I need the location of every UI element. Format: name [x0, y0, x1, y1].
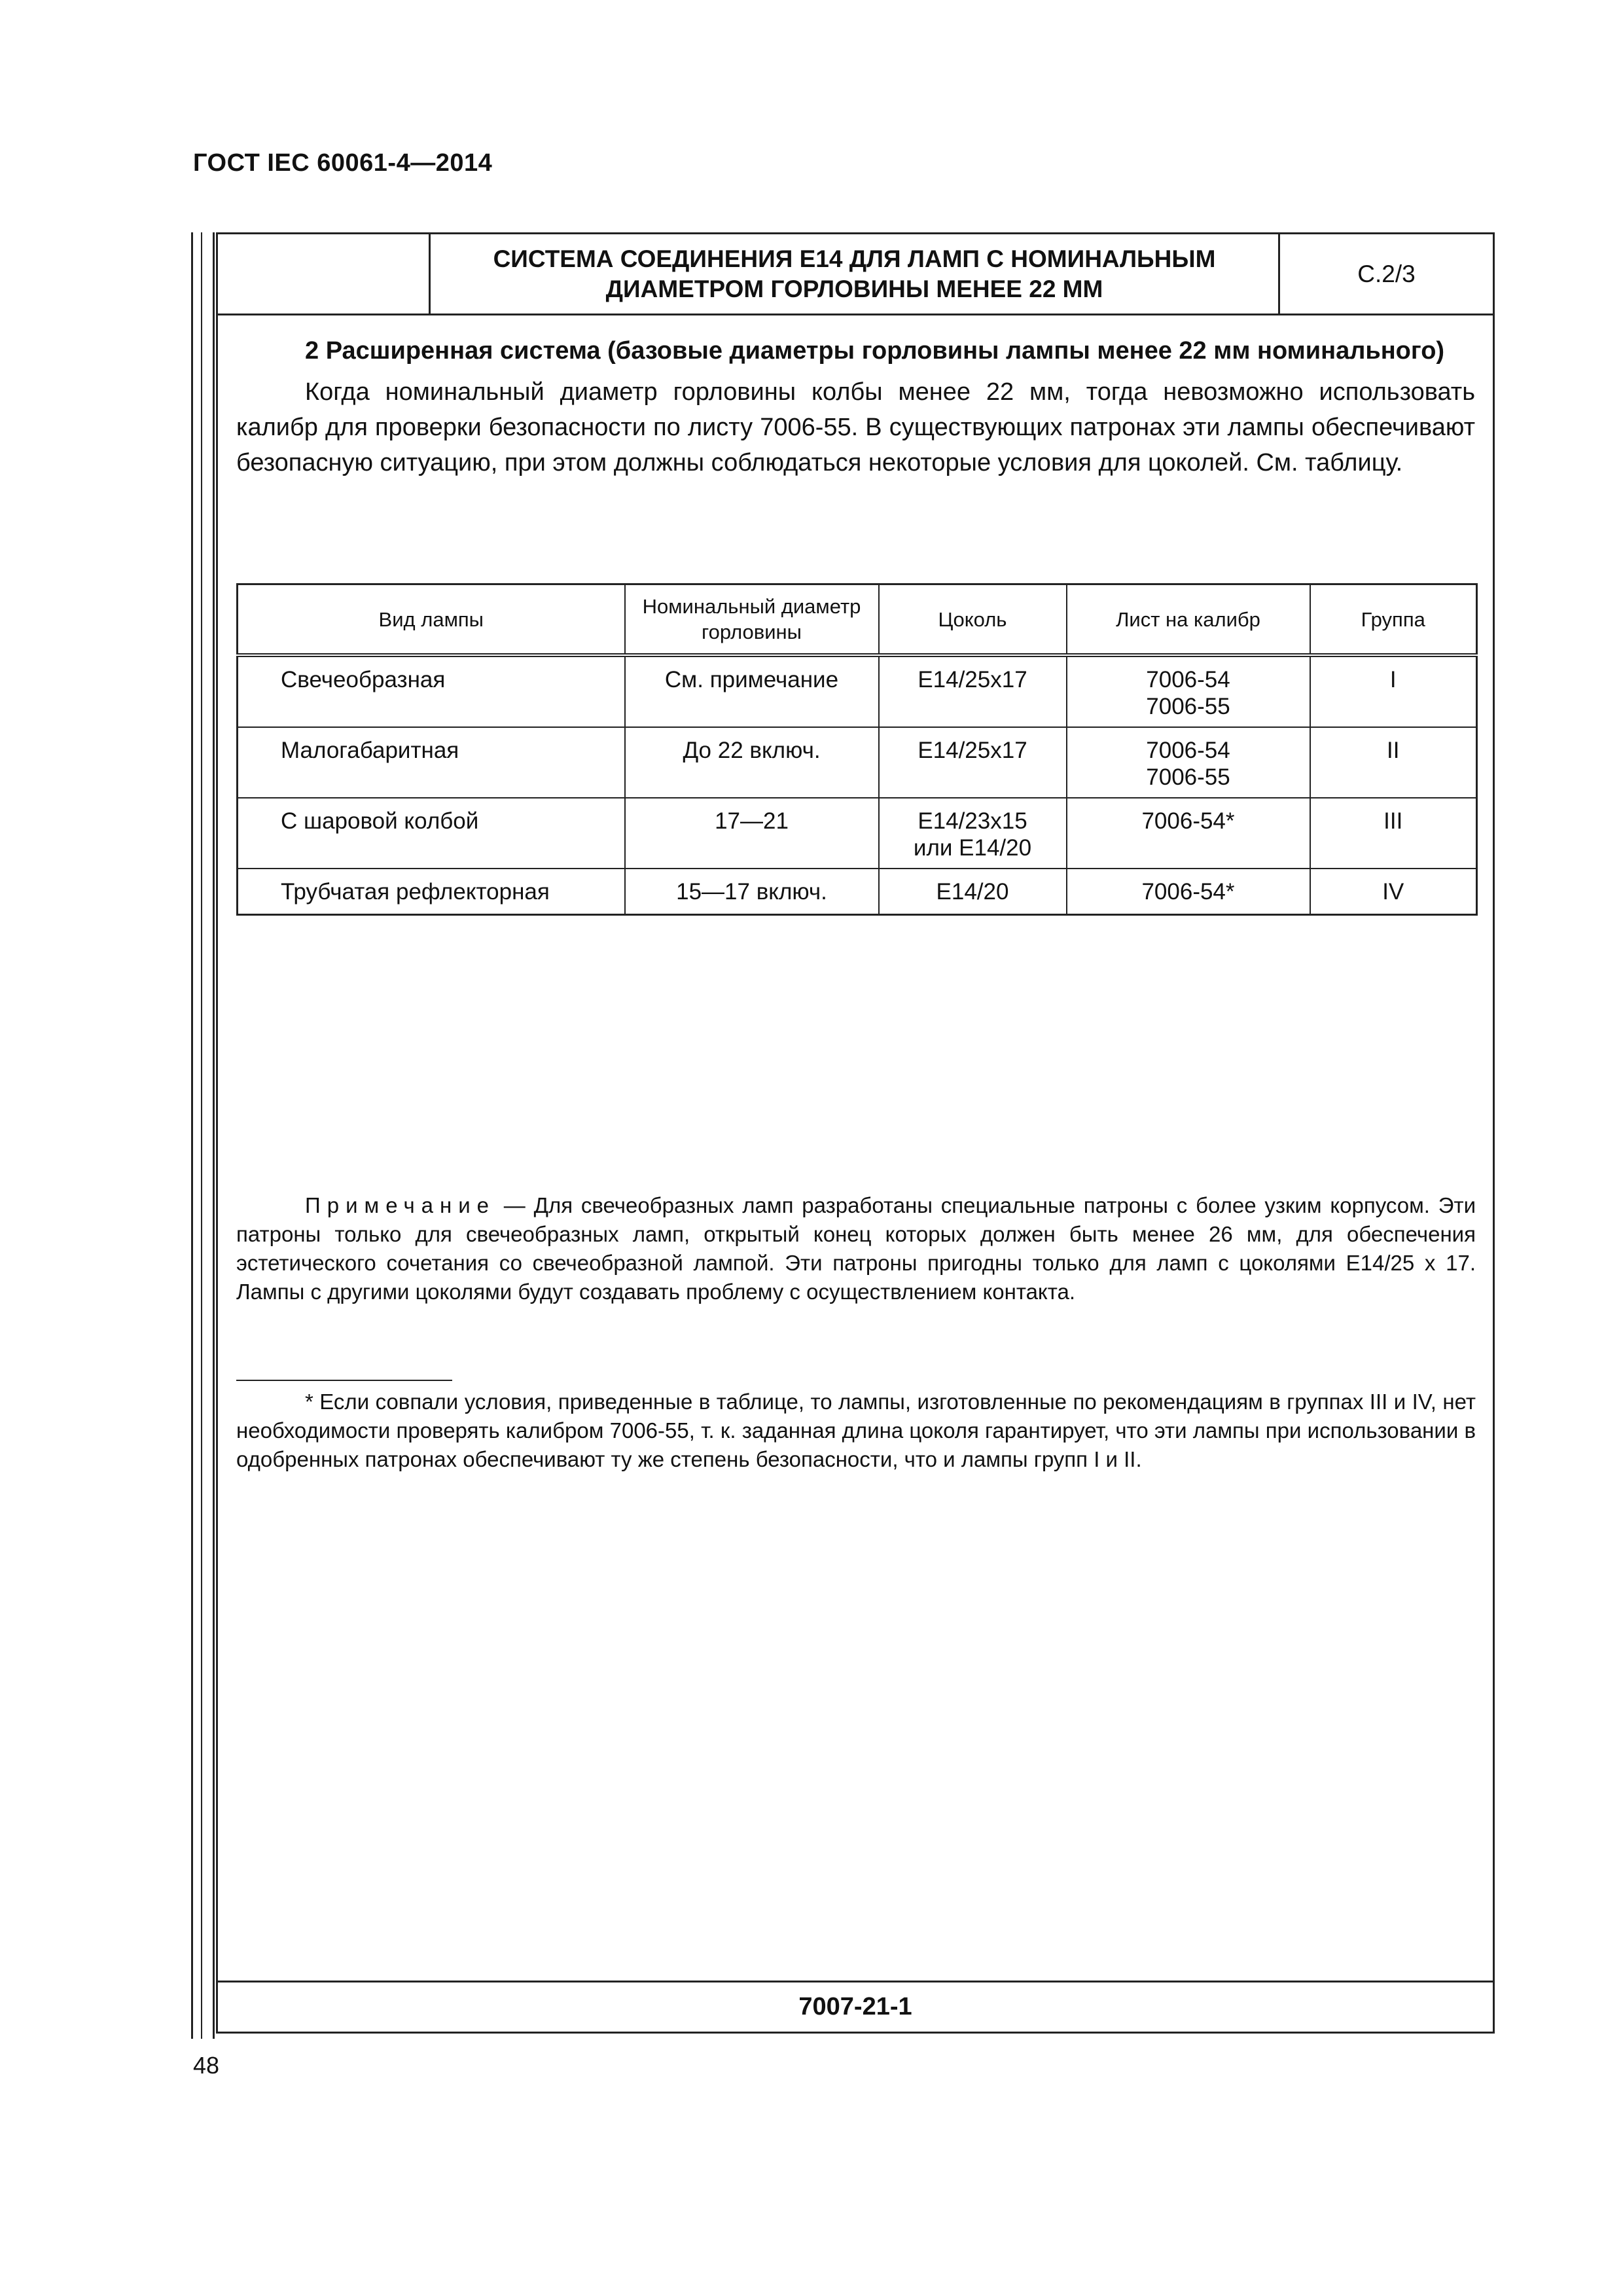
- sheet-title: [431, 234, 1280, 314]
- margin-binding-inner-line: [201, 232, 202, 2039]
- table-cell-group: II: [1310, 727, 1477, 798]
- sheet-title-line-2: ДИАМЕТРОМ ГОРЛОВИНЫ МЕНЕЕ 22 ММ: [605, 275, 1103, 302]
- note-label: Примечание: [305, 1193, 496, 1217]
- document-code: ГОСТ IEC 60061-4—2014: [193, 149, 493, 177]
- table-header-cap: Цоколь: [879, 584, 1067, 656]
- margin-binding-lines: [191, 232, 215, 2039]
- table-cell-gauge-sheet: 7006-54 7006-55: [1067, 655, 1310, 727]
- table-header-gauge-sheet: Лист на калибр: [1067, 584, 1310, 656]
- table-cell-lamp-type: С шаровой колбой: [238, 798, 625, 869]
- table-cell-lamp-type: Свечеобразная: [238, 655, 625, 727]
- table-cell-cap: E14/25x17: [879, 655, 1067, 727]
- sheet-title-line-1: СИСТЕМА СОЕДИНЕНИЯ Е14 ДЛЯ ЛАМП С НОМИНАЛЬНЫМ: [493, 245, 1216, 272]
- table-note: [236, 1191, 1476, 1306]
- table-cell-cap: E14/20: [879, 869, 1067, 914]
- page-number: 48: [193, 2052, 220, 2079]
- table-header-group: Группа: [1310, 584, 1477, 656]
- table-header-neck-diameter: Номинальный диаметр горловины: [625, 584, 879, 656]
- table-header-row: [238, 584, 1477, 656]
- sheet-frame: [216, 232, 1495, 2034]
- table-row: [238, 727, 1477, 798]
- table-cell-lamp-type: Трубчатая рефлекторная: [238, 869, 625, 914]
- table-cell-cap: E14/23x15 или E14/20: [879, 798, 1067, 869]
- footnote-separator: [236, 1380, 452, 1381]
- table-cell-gauge-sheet: 7006-54 7006-55: [1067, 727, 1310, 798]
- table-cell-neck-diameter: 17—21: [625, 798, 879, 869]
- note-text: — Для свечеобразных ламп разработаны специальные патроны с более узким корпусом. Эти патроны только для свечеобразных ламп, открытый конец которых должен быть менее 26 мм, для обеспечения эстетического сочетания со свечеобразной лампой. Эти патроны пригодны только для ламп с цоколями E14/25 х 17. Лампы с другими цоколями будут создавать проблему с осуществлением контакта.: [236, 1193, 1476, 1304]
- sheet-footer-code: 7007-21-1: [218, 1981, 1493, 2032]
- sheet-content: [236, 332, 1475, 480]
- section-heading: 2 Расширенная система (базовые диаметры горловины лампы менее 22 мм номинального): [305, 337, 1445, 365]
- table-row: [238, 655, 1477, 727]
- table-row: [238, 798, 1477, 869]
- table-cell-lamp-type: Малогабаритная: [238, 727, 625, 798]
- table-cell-neck-diameter: 15—17 включ.: [625, 869, 879, 914]
- table-row: [238, 869, 1477, 914]
- lamp-table: [236, 583, 1478, 916]
- table-cell-gauge-sheet: 7006-54*: [1067, 798, 1310, 869]
- table-cell-neck-diameter: См. примечание: [625, 655, 879, 727]
- table-cell-cap: E14/25x17: [879, 727, 1067, 798]
- table-cell-group: I: [1310, 655, 1477, 727]
- table-header-lamp-type: Вид лампы: [238, 584, 625, 656]
- table-cell-group: IV: [1310, 869, 1477, 914]
- table-cell-neck-diameter: До 22 включ.: [625, 727, 879, 798]
- footnote: * Если совпали условия, приведенные в таблице, то лампы, изготовленные по рекомендациям в группах III и IV, нет необходимости проверять калибром 7006-55, т. к. заданная длина цоколя гарантирует, что эти лампы при использовании в одобренных патронах обеспечивают ту же степень безопасности, что и лампы групп I и II.: [236, 1390, 1476, 1471]
- sheet-number: С.2/3: [1357, 260, 1416, 287]
- table-cell-gauge-sheet: 7006-54*: [1067, 869, 1310, 914]
- header-blank-cell: [218, 234, 431, 314]
- section-paragraph: Когда номинальный диаметр горловины колбы менее 22 мм, тогда невозможно использовать калибр для проверки безопасности по листу 7006-55. В существующих патронах эти лампы обеспечивают безопасную ситуацию, при этом должны соблюдаться некоторые условия для цоколей. См. таблицу.: [236, 378, 1475, 476]
- table-cell-group: III: [1310, 798, 1477, 869]
- sheet-header: [218, 234, 1493, 315]
